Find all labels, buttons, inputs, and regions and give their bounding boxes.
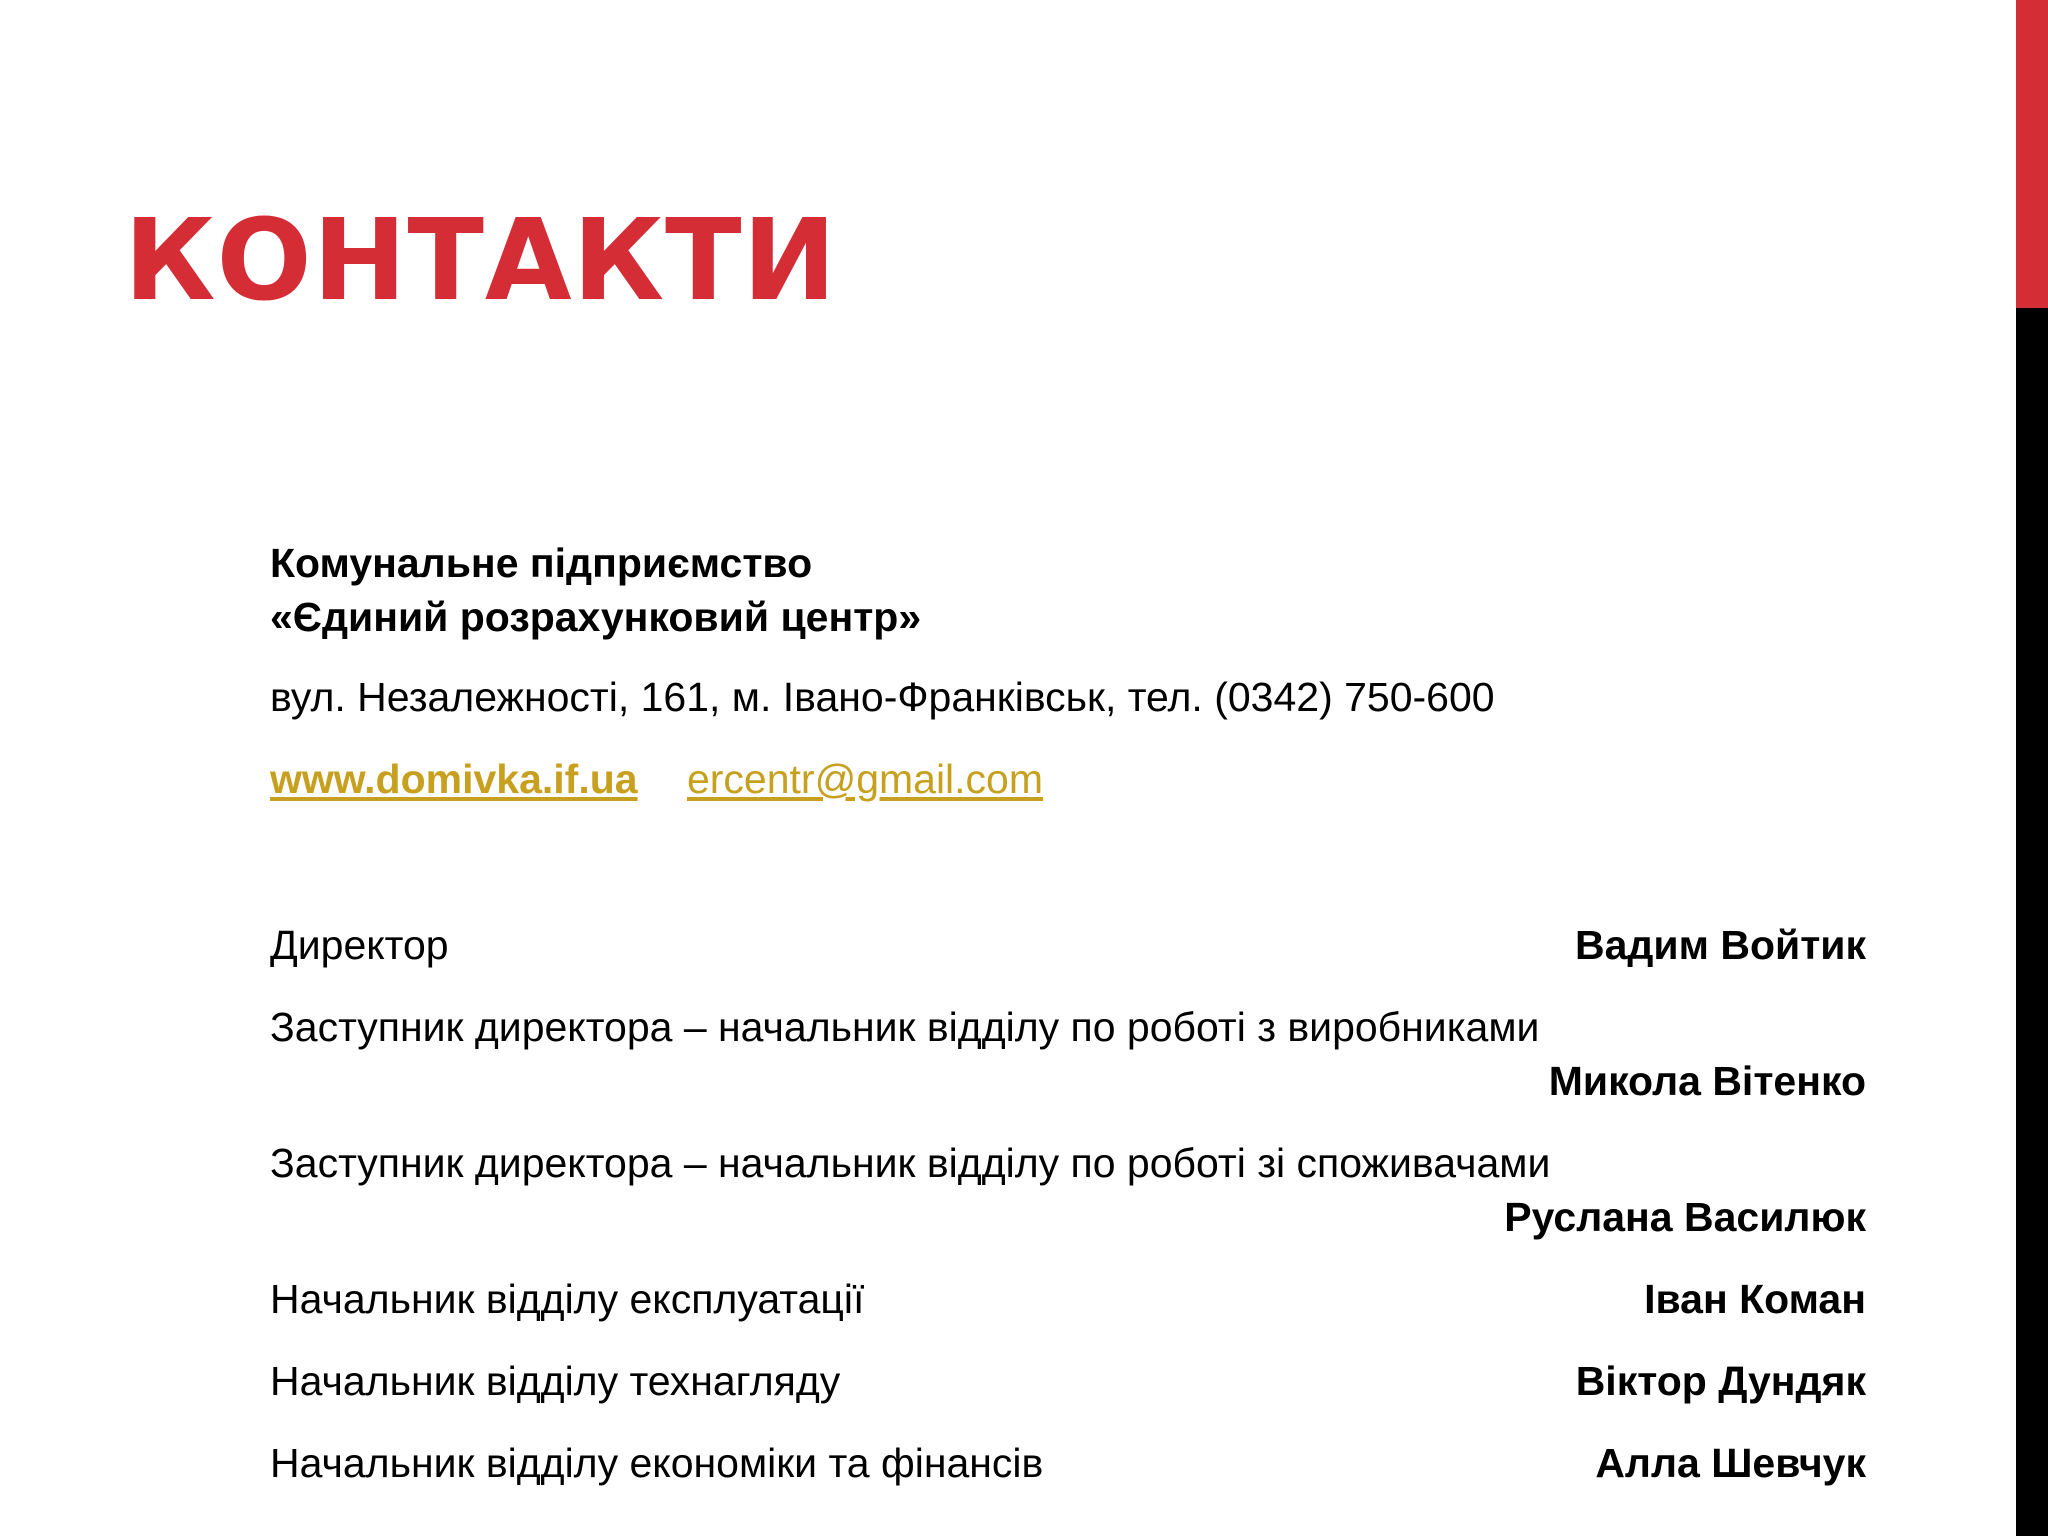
staff-name: Микола Вітенко bbox=[1548, 1058, 1866, 1104]
staff-role: Заступник директора – начальник відділу по роботі з виробниками bbox=[270, 1004, 1540, 1050]
staff-row bbox=[270, 1000, 1866, 1108]
staff-name: Віктор Дундяк bbox=[1575, 1358, 1866, 1404]
contact-content bbox=[270, 536, 1866, 1518]
organization-line-1: Комунальне підприємство bbox=[270, 540, 813, 586]
staff-row bbox=[270, 1136, 1866, 1244]
email-link[interactable]: ercentr@gmail.com bbox=[686, 756, 1044, 802]
staff-row bbox=[270, 1436, 1866, 1490]
website-link[interactable]: www.domivka.if.ua bbox=[270, 756, 638, 802]
page-title: КОНТАКТИ bbox=[124, 196, 838, 326]
staff-role: Начальник відділу експлуатації bbox=[270, 1276, 865, 1322]
staff-row bbox=[270, 1354, 1866, 1408]
staff-role: Директор bbox=[270, 922, 449, 968]
staff-role: Начальник відділу технагляду bbox=[270, 1358, 841, 1404]
organization-name bbox=[270, 536, 1866, 644]
staff-name: Іван Коман bbox=[1644, 1276, 1866, 1322]
staff-row bbox=[270, 1272, 1866, 1326]
links-row bbox=[270, 752, 1866, 806]
organization-line-2: «Єдиний розрахунковий центр» bbox=[270, 594, 922, 640]
staff-name: Вадим Войтик bbox=[1574, 922, 1866, 968]
address-text: вул. Незалежності, 161, м. Івано-Франківськ, тел. (0342) 750-600 bbox=[270, 674, 1495, 720]
staff-name: Алла Шевчук bbox=[1595, 1440, 1866, 1486]
side-bar-accent bbox=[2016, 0, 2048, 308]
staff-role: Начальник відділу економіки та фінансів bbox=[270, 1440, 1044, 1486]
staff-list bbox=[270, 918, 1866, 1490]
staff-role: Заступник директора – начальник відділу по роботі зі споживачами bbox=[270, 1140, 1551, 1186]
staff-name: Руслана Василюк bbox=[1504, 1194, 1866, 1240]
staff-row bbox=[270, 918, 1866, 972]
